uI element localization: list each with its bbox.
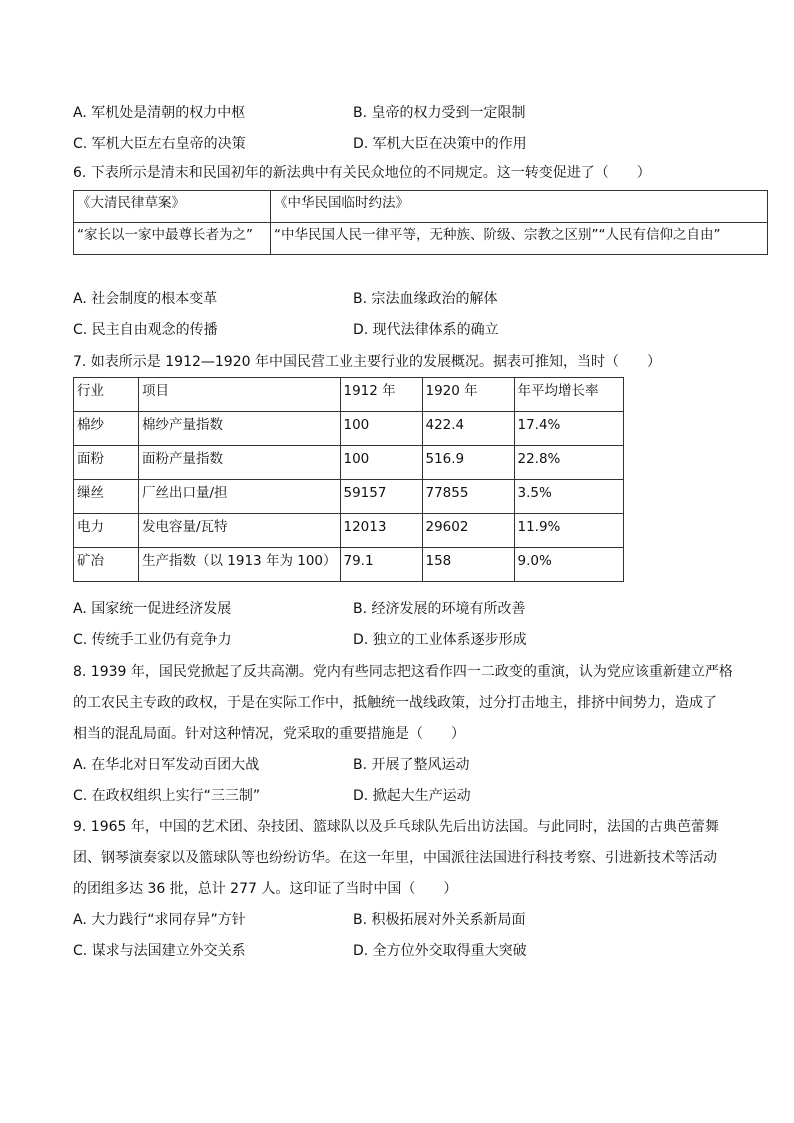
q9-options-row-2 xyxy=(73,941,733,961)
table-cell: 77855 xyxy=(422,480,514,514)
q7-header-1920: 1920 年 xyxy=(422,378,514,412)
table-cell: 516.9 xyxy=(422,446,514,480)
q8-option-d[interactable]: D. 掀起大生产运动 xyxy=(353,788,471,804)
q5-option-d[interactable]: D. 军机大臣在决策中的作用 xyxy=(353,136,527,152)
q6-option-a[interactable]: A. 社会制度的根本变革 xyxy=(73,291,218,307)
q6-header-roc: 《中华民国临时约法》 xyxy=(271,191,768,223)
q7-stem: 7. 如表所示是 1912—1920 年中国民营工业主要行业的发展概况。据表可推知，当时（ ） xyxy=(73,354,661,370)
q9-option-a[interactable]: A. 大力践行“求同存异”方针 xyxy=(73,912,246,928)
q5-option-c[interactable]: C. 军机大臣左右皇帝的决策 xyxy=(73,136,246,152)
q9-stem-line-1: 9. 1965 年，中国的艺术团、杂技团、篮球队以及乒乓球队先后出访法国。与此同时，法国的古典芭蕾舞 xyxy=(73,819,719,835)
table-cell: 厂丝出口量/担 xyxy=(139,480,341,514)
q7-header-item: 项目 xyxy=(139,378,341,412)
table-cell: 17.4% xyxy=(514,412,624,446)
q6-options-row-1 xyxy=(73,289,733,309)
q9-option-b[interactable]: B. 积极拓展对外关系新局面 xyxy=(353,912,526,928)
table-cell: 面粉产量指数 xyxy=(139,446,341,480)
q6-stem: 6. 下表所示是清末和民国初年的新法典中有关民众地位的不同规定。这一转变促进了（ ） xyxy=(73,165,651,181)
q5-option-a[interactable]: A. 军机处是清朝的权力中枢 xyxy=(73,105,246,121)
q6-option-b[interactable]: B. 宗法血缘政治的解体 xyxy=(353,291,498,307)
q8-options-row-1 xyxy=(73,755,733,775)
q8-option-a[interactable]: A. 在华北对日军发动百团大战 xyxy=(73,757,260,773)
q9-stem-line-3: 的团组多达 36 批，总计 277 人。这印证了当时中国（ ） xyxy=(73,881,458,897)
q8-option-c[interactable]: C. 在政权组织上实行“三三制” xyxy=(73,788,261,804)
q5-options-row-2 xyxy=(73,134,733,154)
table-cell: 11.9% xyxy=(514,514,624,548)
table-cell: 缫丝 xyxy=(74,480,139,514)
table-cell: 生产指数（以 1913 年为 100） xyxy=(139,548,341,582)
table-cell: 棉纱产量指数 xyxy=(139,412,341,446)
table-cell: 3.5% xyxy=(514,480,624,514)
q7-header-growth: 年平均增长率 xyxy=(514,378,624,412)
table-row xyxy=(74,446,624,480)
table-cell: 电力 xyxy=(74,514,139,548)
q8-option-b[interactable]: B. 开展了整风运动 xyxy=(353,757,470,773)
q6-header-qing: 《大清民律草案》 xyxy=(74,191,271,223)
table-cell: 100 xyxy=(340,446,422,480)
q8-stem-line-1: 8. 1939 年，国民党掀起了反共高潮。党内有些同志把这看作四一二政变的重演，认为党应该重新建立严格 xyxy=(73,664,733,680)
table-cell: 发电容量/瓦特 xyxy=(139,514,341,548)
table-row xyxy=(74,548,624,582)
table-row xyxy=(74,514,624,548)
table-cell: 59157 xyxy=(340,480,422,514)
table-cell: 79.1 xyxy=(340,548,422,582)
q7-table-header-row xyxy=(74,378,624,412)
table-cell: 12013 xyxy=(340,514,422,548)
q8-options-row-2 xyxy=(73,786,733,806)
q7-option-c[interactable]: C. 传统手工业仍有竞争力 xyxy=(73,632,232,648)
q9-options-row-1 xyxy=(73,910,733,930)
q6-option-d[interactable]: D. 现代法律体系的确立 xyxy=(353,322,499,338)
q9-option-c[interactable]: C. 谋求与法国建立外交关系 xyxy=(73,943,246,959)
q9-stem-line-2: 团、钢琴演奏家以及篮球队等也纷纷访华。在这一年里，中国派往法国进行科技考察、引进新技术等活动 xyxy=(73,850,717,866)
q5-options-row-1 xyxy=(73,103,733,123)
q9-option-d[interactable]: D. 全方位外交取得重大突破 xyxy=(353,943,527,959)
table-cell: 100 xyxy=(340,412,422,446)
q7-options-row-2 xyxy=(73,630,733,650)
q7-option-b[interactable]: B. 经济发展的环境有所改善 xyxy=(353,601,526,617)
q7-option-d[interactable]: D. 独立的工业体系逐步形成 xyxy=(353,632,527,648)
table-cell: 29602 xyxy=(422,514,514,548)
q6-options-row-2 xyxy=(73,320,733,340)
q6-table xyxy=(73,190,768,255)
q7-header-1912: 1912 年 xyxy=(340,378,422,412)
table-cell: 矿冶 xyxy=(74,548,139,582)
q7-option-a[interactable]: A. 国家统一促进经济发展 xyxy=(73,601,232,617)
table-cell: 棉纱 xyxy=(74,412,139,446)
q5-option-b[interactable]: B. 皇帝的权力受到一定限制 xyxy=(353,105,526,121)
q8-stem-line-3: 相当的混乱局面。针对这种情况，党采取的重要措施是（ ） xyxy=(73,726,465,742)
table-cell: 9.0% xyxy=(514,548,624,582)
q8-stem-line-2: 的工农民主专政的政权，于是在实际工作中，抵触统一战线政策，过分打击地主，排挤中间势力，造成了 xyxy=(73,695,717,711)
q6-cell-roc: “中华民国人民一律平等，无种族、阶级、宗教之区别”“人民有信仰之自由” xyxy=(271,223,768,255)
q7-table xyxy=(73,377,624,582)
table-cell: 422.4 xyxy=(422,412,514,446)
table-row xyxy=(74,480,624,514)
table-cell: 158 xyxy=(422,548,514,582)
table-cell: 22.8% xyxy=(514,446,624,480)
q6-cell-qing: “家长以一家中最尊长者为之” xyxy=(74,223,271,255)
table-cell: 面粉 xyxy=(74,446,139,480)
q7-header-industry: 行业 xyxy=(74,378,139,412)
q6-option-c[interactable]: C. 民主自由观念的传播 xyxy=(73,322,218,338)
table-row xyxy=(74,412,624,446)
q7-options-row-1 xyxy=(73,599,733,619)
